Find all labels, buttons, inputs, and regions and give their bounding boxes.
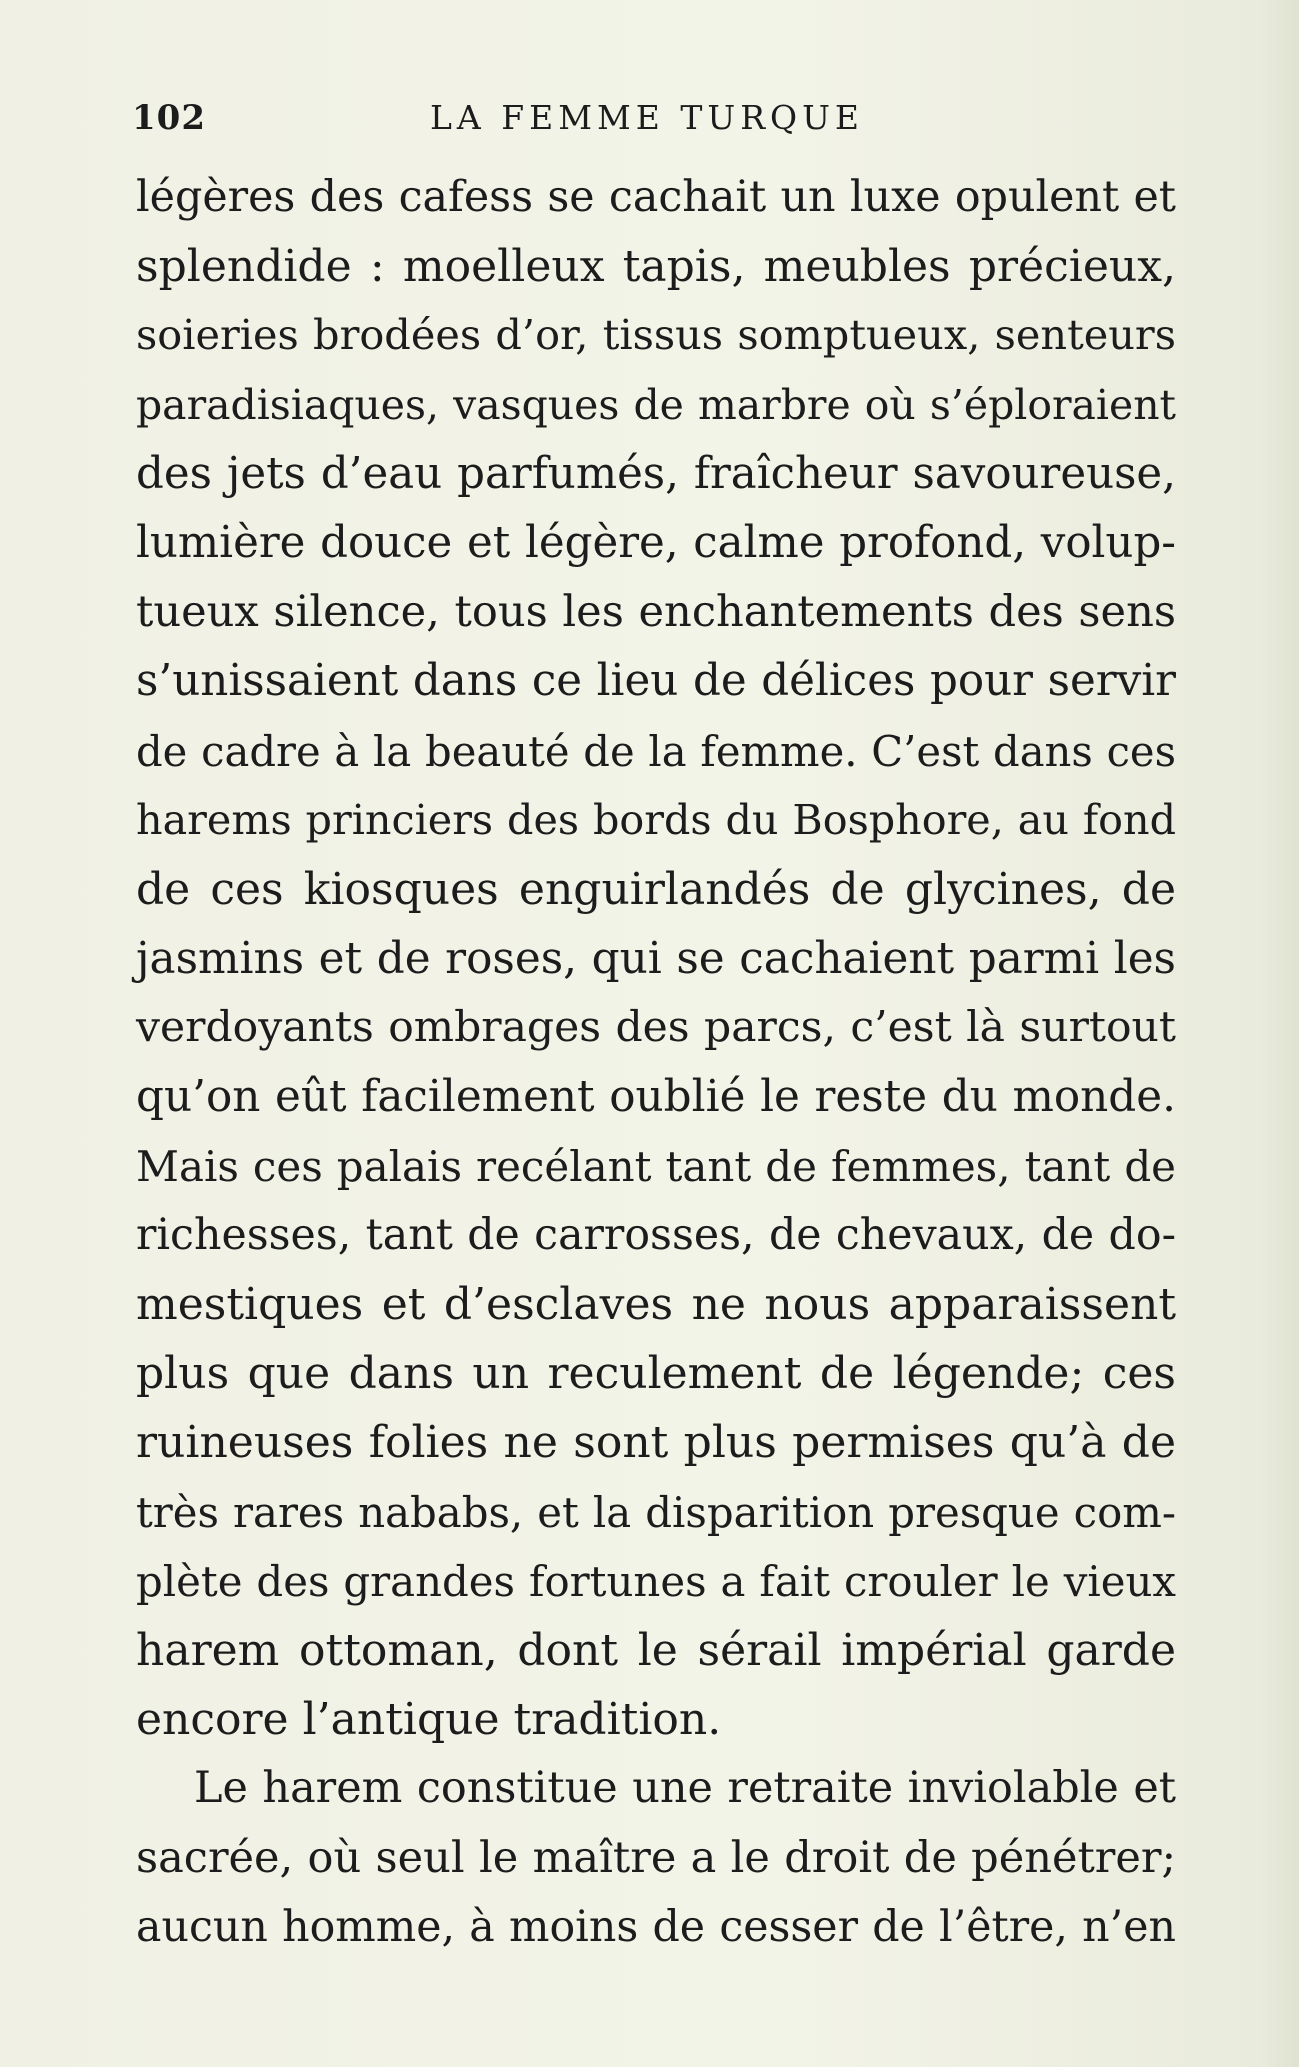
text-line: s’unissaient dans ce lieu de délices pour servir: [136, 656, 1176, 707]
paragraph-end-line: encore l’antique tradition.: [136, 1694, 722, 1746]
text-line: ruineuses folies ne sont plus permises qu’à de: [136, 1417, 1176, 1469]
text-line: sacrée, où seul le maître a le droit de pénétrer;: [136, 1832, 1176, 1883]
body-text: [136, 163, 1176, 1962]
text-line: richesses, tant de carrosses, de chevaux, de do-: [136, 1209, 1176, 1260]
text-line: qu’on eût facilement oublié le reste du monde.: [136, 1071, 1176, 1123]
text-line: verdoyants ombrages des parcs, c’est là surtout: [136, 1003, 1176, 1053]
text-line: des jets d’eau parfumés, fraîcheur savoureuse,: [136, 448, 1176, 499]
text-line: tueux silence, tous les enchantements des sens: [136, 587, 1176, 638]
text-line: aucun homme, à moins de cesser de l’être, n’en: [136, 1901, 1176, 1952]
text-line: très rares nababs, et la disparition presque com-: [136, 1487, 1176, 1537]
text-line: splendide : moelleux tapis, meubles précieux,: [136, 241, 1176, 293]
text-line: de cadre à la beauté de la femme. C’est dans ces: [136, 726, 1176, 776]
text-line: soieries brodées d’or, tissus somptueux, senteurs: [136, 311, 1176, 360]
text-line: légères des cafess se cachait un luxe opulent et: [136, 172, 1176, 222]
text-line: paradisiaques, vasques de marbre où s’éploraient: [136, 380, 1176, 429]
page-header: [132, 98, 1172, 148]
text-line: harem ottoman, dont le sérail impérial garde: [136, 1624, 1176, 1676]
text-line: harems princiers des bords du Bosphore, au fond: [136, 795, 1176, 844]
text-line: plus que dans un reculement de légende; ces: [136, 1348, 1176, 1400]
page-number: 102: [132, 98, 206, 138]
text-line: de ces kiosques enguirlandés de glycines, de: [136, 863, 1176, 915]
text-line: Mais ces palais recélant tant de femmes, tant de: [136, 1141, 1176, 1191]
paragraph-start-line: Le harem constitue une retraite inviolable et: [194, 1763, 1176, 1814]
text-line: lumière douce et légère, calme profond, volup-: [136, 517, 1176, 568]
text-line: jasmins et de roses, qui se cachaient parmi les: [136, 933, 1176, 985]
text-line: plète des grandes fortunes a fait crouler le vieux: [136, 1556, 1176, 1606]
text-line: mestiques et d’esclaves ne nous apparaissent: [136, 1279, 1176, 1330]
running-title: LA FEMME TURQUE: [430, 98, 865, 137]
